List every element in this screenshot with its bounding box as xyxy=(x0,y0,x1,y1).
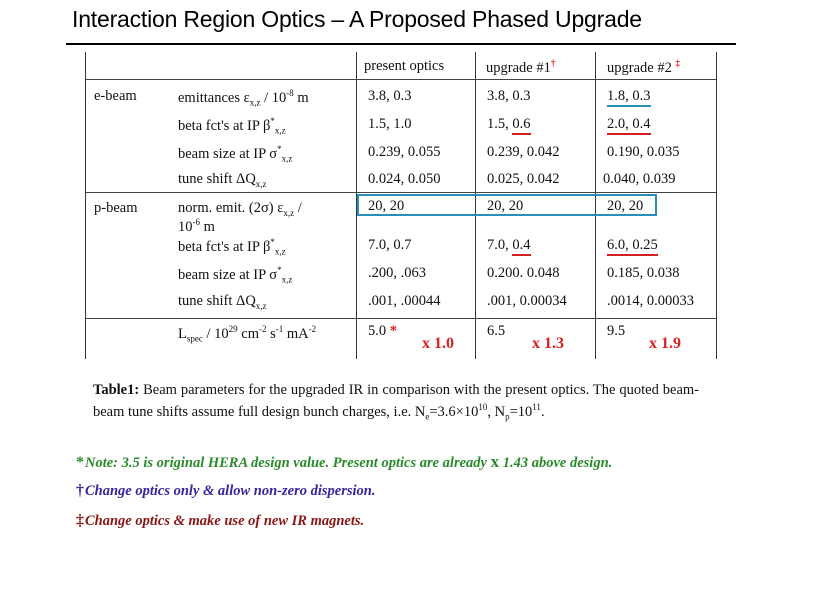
cell-value: 0.185, 0.038 xyxy=(607,265,680,281)
cell-value: 5.0 * xyxy=(368,323,397,339)
cell-value: 0.190, 0.035 xyxy=(607,144,680,160)
param-beam-size: beam size at IP $\sigma^*_{x,z}$ xyxy=(178,265,293,285)
cell-value: 7.0, 0.4 xyxy=(487,238,531,253)
cell-value: 0.239, 0.055 xyxy=(368,144,441,160)
factor-upgrade-1: x 1.3 xyxy=(532,335,564,352)
dagger-mark: † xyxy=(76,482,84,499)
asterisk-mark: * xyxy=(389,323,397,339)
cell-value: 3.8, 0.3 xyxy=(487,88,531,104)
beam-parameter-table xyxy=(85,52,717,359)
underlined-value: 0.6 xyxy=(512,116,530,135)
cell-value: 0.200. 0.048 xyxy=(487,265,560,281)
cell-value: 1.5, 0.6 xyxy=(487,117,531,132)
double-dagger-mark: ‡ xyxy=(675,58,680,68)
row-divider xyxy=(86,318,716,319)
title-underline xyxy=(66,43,736,45)
asterisk-mark: * xyxy=(76,454,84,471)
table-caption: Table1: Beam parameters for the upgraded IR in comparison with the present optics. The quoted beam-beam tune shifts assume full design bunch charges, i.e. $N_e=3.6\times 10^{10}$, $N_p=10^{11}$. xyxy=(93,382,699,422)
cell-value: 0.040, 0.039 xyxy=(603,171,676,187)
param-beta: beta fct's at IP $\beta^*_{x,z}$ xyxy=(178,237,286,257)
cell-value: 7.0, 0.7 xyxy=(368,237,412,253)
param-luminosity: $L_{spec} / 10^{29}$ $cm^{-2}$ $s^{-1}$ $mA^{-2}$ xyxy=(178,324,317,344)
param-norm-emittance-unit: $10^{-6}$ m xyxy=(178,217,215,235)
factor-present: x 1.0 xyxy=(422,335,454,352)
param-norm-emittance: norm. emit. (2σ) $\varepsilon_{x,z}$ / xyxy=(178,200,302,218)
cell-value: 0.025, 0.042 xyxy=(487,171,560,187)
cell-value-highlighted: 6.0, 0.25 xyxy=(607,238,658,256)
row-divider xyxy=(86,79,716,80)
factor-upgrade-2: x 1.9 xyxy=(649,335,681,352)
note-upgrade-2: ‡Change optics & make use of new IR magnets. xyxy=(76,512,365,529)
cell-value: 6.5 xyxy=(487,323,506,339)
cell-value: 0.024, 0.050 xyxy=(368,171,441,187)
cell-value: 20, 20 xyxy=(368,198,405,214)
cell-value: 20, 20 xyxy=(487,198,524,214)
header-upgrade-2: upgrade #2 ‡ xyxy=(607,58,680,76)
cell-value-highlighted: 2.0, 0.4 xyxy=(607,117,651,135)
param-beam-size: beam size at IP $\sigma^*_{x,z}$ xyxy=(178,144,293,164)
pbeam-label: p-beam xyxy=(94,200,138,216)
header-present-optics: present optics xyxy=(364,58,445,74)
cell-value: 1.5, 1.0 xyxy=(368,116,412,132)
cell-value: 9.5 xyxy=(607,323,626,339)
cell-value: 0.239, 0.042 xyxy=(487,144,560,160)
cell-value: .0014, 0.00033 xyxy=(607,293,694,309)
page-title: Interaction Region Optics – A Proposed Phased Upgrade xyxy=(72,6,642,32)
header-upgrade-1: upgrade #1† xyxy=(486,58,556,76)
row-divider xyxy=(86,192,716,193)
note-design-value: *Note: 3.5 is original HERA design value. Present optics are already x 1.43 above design. xyxy=(76,452,613,471)
cell-value-highlighted: 1.8, 0.3 xyxy=(607,89,651,107)
param-emittance: emittances $\varepsilon_{x,z} / 10^{-8}$ m xyxy=(178,88,309,108)
param-tune-shift: tune shift $\Delta Q_{x,z}$ xyxy=(178,171,267,189)
note-upgrade-1: †Change optics only & allow non-zero dispersion. xyxy=(76,482,376,499)
cell-value: .001, 0.00034 xyxy=(487,293,567,309)
param-tune-shift: tune shift $\Delta Q_{x,z}$ xyxy=(178,293,267,311)
cell-value: 3.8, 0.3 xyxy=(368,88,412,104)
ebeam-label: e-beam xyxy=(94,88,137,104)
double-dagger-mark: ‡ xyxy=(76,512,84,529)
cell-value: .200, .063 xyxy=(368,265,426,281)
dagger-mark: † xyxy=(550,58,556,68)
param-beta: beta fct's at IP $\beta^*_{x,z}$ xyxy=(178,116,286,136)
cell-value: .001, .00044 xyxy=(368,293,441,309)
underlined-value: 0.4 xyxy=(512,237,530,256)
cell-value: 20, 20 xyxy=(607,198,644,214)
